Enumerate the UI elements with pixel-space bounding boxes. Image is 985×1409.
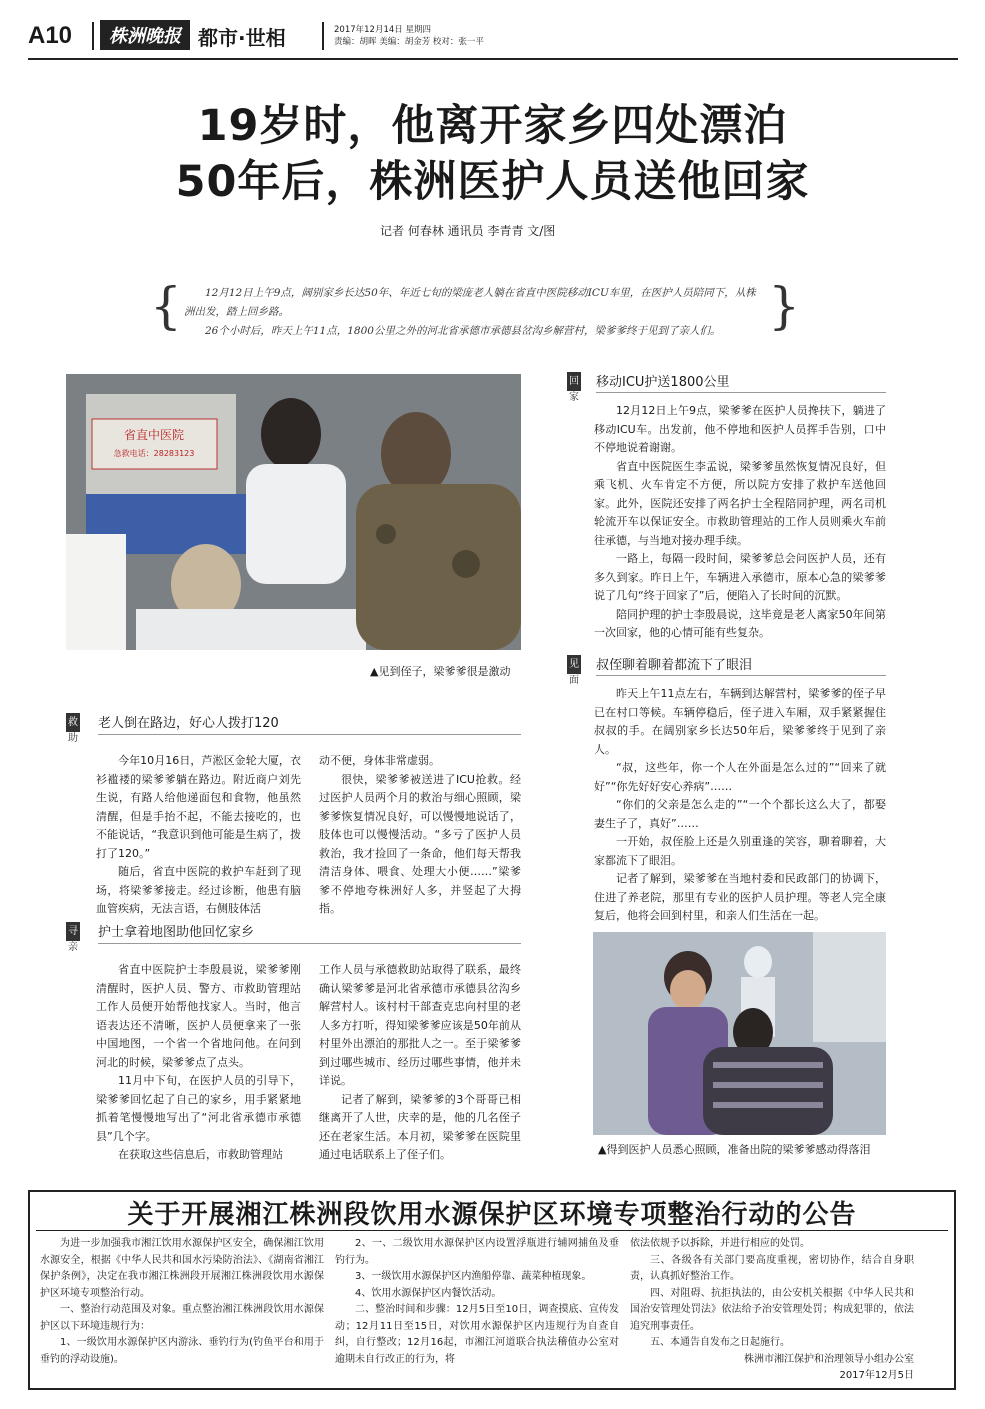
section-tag: 家	[569, 392, 579, 403]
section-tag: 面	[569, 675, 579, 686]
paragraph: 依法依规予以拆除，并进行相应的处罚。	[630, 1238, 810, 1249]
left-brace-icon: {	[150, 277, 182, 335]
notice-signature: 株洲市湘江保护和治理领导小组办公室	[744, 1353, 914, 1365]
notice-date: 2017年12月5日	[839, 1370, 914, 1381]
paragraph: 工作人员与承德救助站取得了联系，最终确认梁爹爹是河北省承德市承德县岔沟乡解营村人。该村村干部查克忠向村里的老人多方打听，得知梁爹爹应该是50年前从村里外出漂泊的那批人之一。至于梁爹爹到过哪些城市、经历过哪些事情，他并未详说。	[319, 963, 521, 1087]
header-rule	[28, 58, 958, 60]
paragraph: 一开始，叔侄脸上还是久别重逢的笑容，聊着聊着，大家都流下了眼泪。	[594, 835, 886, 867]
section-title: 叔侄聊着聊着都流下了眼泪	[596, 658, 753, 673]
ambulance-photo-illustration	[66, 374, 521, 650]
paragraph: 随后，省直中医院的救护车赶到了现场，将梁爹爹接走。经过诊断，他患有脑血管疾病，无法言语，右侧肢体活	[96, 865, 301, 915]
notice-rule	[36, 1230, 948, 1231]
notice-column	[630, 1236, 914, 1385]
section-tag: 寻	[66, 922, 80, 941]
byline: 记者 何春林 通讯员 李青青 文/图	[380, 224, 556, 238]
paragraph: 12月12日上午9点，梁爹爹在医护人员搀扶下，躺进了移动ICU车。出发前，他不停地和医护人员挥手告别，口中不停地说着谢谢。	[594, 404, 886, 454]
ambulance-photo	[66, 374, 521, 650]
paragraph: 一路上，每隔一段时间，梁爹爹总会问医护人员，还有多久到家。昨日上午，车辆进入承德市，原本心急的梁爹爹说了几句“终于回家了”后，便陷入了长时间的沉默。	[594, 552, 886, 602]
article-column	[594, 685, 886, 926]
paragraph: 三、各级各有关部门要高度重视，密切协作，结合自身职责，认真抓好整治工作。	[630, 1254, 914, 1282]
article-column	[319, 961, 521, 1165]
paragraph: 记者了解到，梁爹爹的3个哥哥已相继离开了人世，庆幸的是，他的几名侄子还在老家生活。本月初，梁爹爹在医院里通过电话联系上了侄子们。	[319, 1092, 521, 1161]
notice-column	[40, 1236, 324, 1368]
section-tag: 救	[66, 713, 80, 732]
headline-line-2: 50年后，株洲医护人员送他回家	[175, 157, 810, 207]
photo-caption: ▲见到侄子，梁爹爹很是激动	[370, 665, 511, 678]
article-column	[96, 752, 301, 919]
paragraph: 陪同护理的护士李殷晨说，这毕竟是老人离家50年间第一次回家，他的心情可能有些复杂。	[594, 607, 886, 639]
paragraph: 昨天上午11点左右，车辆到达解营村，梁爹爹的侄子早已在村口等候。车辆停稳后，侄子进入车厢，双手紧紧握住叔叔的手。在阔别家乡长达50年后，梁爹爹终于见到了亲人。	[594, 687, 886, 756]
section-rule	[98, 734, 521, 735]
header-date: 2017年12月14日 星期四	[334, 25, 431, 35]
section-tag: 见	[567, 655, 581, 674]
lead-box	[150, 277, 800, 342]
paragraph: 省直中医院医生李孟说，梁爹爹虽然恢复情况良好，但乘飞机、火车肯定不方便，所以院方安排了救护车送他回家。此外，医院还安排了两名护士全程陪同护理，两名司机轮流开车以保证安全。市救助管理站的工作人员则乘火车前往承德，与当地对接办理手续。	[594, 459, 886, 547]
article-column	[594, 402, 886, 643]
page-number: A10	[28, 22, 73, 49]
paragraph: “你们的父亲是怎么走的”“一个个都长这么大了，都娶妻生子了，真好”……	[594, 798, 886, 830]
headline-line-1: 19岁时，他离开家乡四处漂泊	[197, 101, 788, 151]
paragraph: 五、本通告自发布之日起施行。	[650, 1337, 790, 1348]
sign-hospital-name: 省直中医院	[123, 428, 185, 442]
paragraph: 在获取这些信息后，市救助管理站	[118, 1148, 283, 1161]
article-column	[319, 752, 521, 919]
photo-caption: ▲得到医护人员悉心照顾，准备出院的梁爹爹感动得落泪	[598, 1143, 871, 1156]
paragraph: 3、一级饮用水源保护区内渔船停靠、蔬菜种植现象。	[355, 1271, 592, 1282]
lead-paragraph: 26个小时后，昨天上午11点，1800公里之外的河北省承德市承德县岔沟乡解营村，梁爹爹终于见到了亲人们。	[205, 325, 721, 337]
section-name: 都市·世相	[198, 26, 286, 50]
sign-hotline: 急救电话：28283123	[113, 449, 195, 458]
section-rule	[596, 675, 886, 676]
section-tag: 助	[68, 733, 78, 744]
paragraph: 四、对阻碍、抗拒执法的，由公安机关根据《中华人民共和国治安管理处罚法》依法给予治安管理处罚；构成犯罪的，依法追究刑事责任。	[630, 1287, 914, 1332]
section-rule	[596, 392, 886, 393]
notice-title: 关于开展湘江株洲段饮用水源保护区环境专项整治行动的公告	[127, 1200, 857, 1230]
section-tag: 亲	[68, 942, 78, 953]
paragraph: 2、一、二级饮用水源保护区内设置浮瓶进行辅网捕鱼及垂钓行为。	[335, 1238, 619, 1266]
paragraph: 很快，梁爹爹被送进了ICU抢救。经过医护人员两个月的救治与细心照顾，梁爹爹恢复情况良好，可以慢慢地说话了，肢体也可以慢慢活动。“多亏了医护人员救治，我才捡回了一条命，他们每天帮我清洁身体、喂食、处理大小便……”梁爹爹不停地夸株洲好人多，并竖起了大拇指。	[319, 772, 521, 915]
paragraph: “叔，这些年，你一个人在外面是怎么过的”“回来了就好”“你先好好安心养病”……	[594, 761, 886, 793]
section-rule	[98, 943, 521, 944]
hospital-photo-illustration	[593, 932, 886, 1135]
paragraph: 记者了解到，梁爹爹在当地村委和民政部门的协调下，住进了养老院，那里有专业的医护人员护理。等老人完全康复后，他将会回到村里，和亲人们生活在一起。	[594, 872, 886, 922]
hospital-photo	[593, 932, 886, 1135]
section-tag: 回	[567, 372, 581, 391]
section-title: 护士拿着地图助他回忆家乡	[98, 925, 255, 940]
header-divider	[92, 22, 94, 50]
masthead-logo: 株洲晚报	[100, 20, 190, 50]
header-editors: 责编：胡晖 美编：胡金芳 校对：张一平	[334, 37, 484, 47]
right-brace-icon: }	[768, 277, 800, 335]
section-title: 老人倒在路边，好心人拨打120	[98, 716, 279, 731]
paragraph: 二、整治时间和步骤：12月5日至10日，调查摸底、宣传发动；12月11日至15日，对饮用水源保护区内违规行为自查自纠，自行整改；12月16起，市湘江河道联合执法稽值办公室对逾期未自行改正的行为，将	[335, 1304, 619, 1365]
paragraph: 为进一步加强我市湘江饮用水源保护区安全，确保湘江饮用水源安全，根据《中华人民共和国水污染防治法》、《湖南省湘江保护条例》，决定在我市湘江株洲段开展湘江株洲段饮用水源保护区环境专项整治行动。	[40, 1238, 324, 1299]
paragraph: 1、一级饮用水源保护区内游泳、垂钓行为(钓鱼平台和用于垂钓的浮动设施)。	[40, 1337, 324, 1365]
lead-paragraph: 12月12日上午9点，阔别家乡长达50年、年近七旬的梁庞老人躺在省直中医院移动ICU车里，在医护人员陪同下，从株洲出发，踏上回乡路。	[184, 287, 756, 318]
section-title: 移动ICU护送1800公里	[596, 375, 730, 390]
article-column	[96, 961, 301, 1165]
paragraph: 一、整治行动范围及对象。重点整治湘江株洲段饮用水源保护区以下环境违规行为：	[40, 1304, 324, 1332]
paragraph: 省直中医院护士李殷晨说，梁爹爹刚清醒时，医护人员、警方、市救助管理站工作人员便开始帮他找家人。当时，他言语表达还不清晰，医护人员便拿来了一张中国地图，一个省一个省地问他。在问到河北的时候，梁爹爹点了点头。	[96, 963, 301, 1069]
header-divider	[322, 22, 324, 50]
paragraph: 11月中下旬，在医护人员的引导下，梁爹爹回忆起了自己的家乡，用手紧紧地抓着笔慢慢地写出了“河北省承德市承德县”几个字。	[96, 1074, 301, 1143]
paragraph: 动不便，身体非常虚弱。	[319, 754, 440, 767]
notice-column	[335, 1236, 619, 1368]
header-meta	[334, 24, 484, 48]
paragraph: 今年10月16日，芦淞区金轮大厦，衣衫褴褛的梁爹爹躺在路边。附近商户刘先生说，有路人给他递面包和食物，他虽然清醒，但是手抬不起，不能去接吃的，也不能说话，“我意识到他可能是生病了，拨打了120。”	[96, 754, 301, 860]
paragraph: 4、饮用水源保护区内餐饮活动。	[355, 1287, 502, 1299]
